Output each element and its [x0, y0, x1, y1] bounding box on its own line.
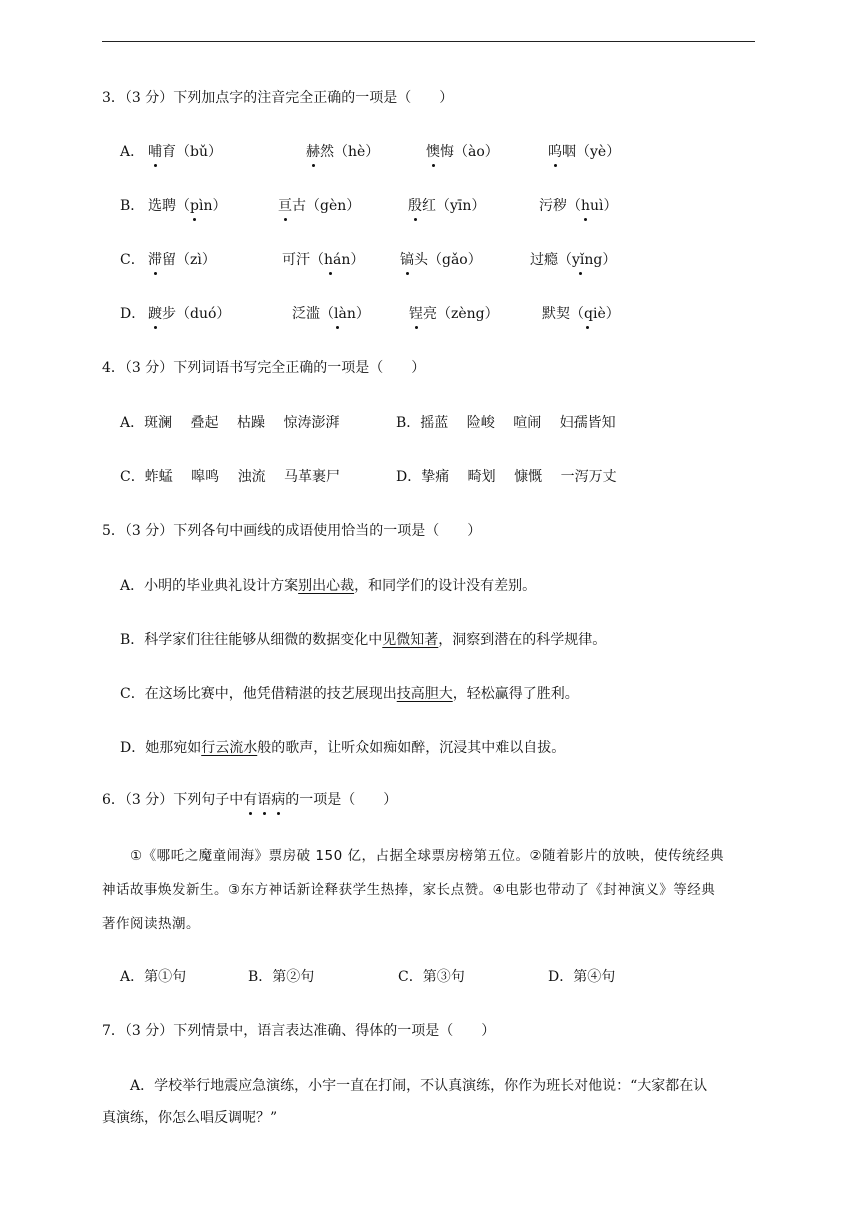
q3-c-item-4: 过瘾（yǐng）	[530, 252, 617, 268]
q5-option-a: A．小明的毕业典礼设计方案别出心裁，和同学们的设计没有差别。	[120, 578, 537, 594]
q4-option-a: A．斑澜 叠起 枯躁 惊涛澎湃	[120, 415, 340, 431]
q4-stem: 4．（3 分）下列词语书写完全正确的一项是（ ）	[102, 360, 426, 376]
q3-b-item-1: 选聘（pìn）	[148, 198, 227, 214]
q3-stem: 3．（3 分）下列加点字的注音完全正确的一项是（ ）	[102, 90, 454, 106]
q3-a-item-1: 哺育（bǔ）	[148, 144, 222, 160]
q3-option-b-label: B．	[120, 198, 145, 214]
q3-d-item-4: 默契（qiè）	[542, 306, 620, 322]
q3-a-item-4: 呜咽（yè）	[548, 144, 621, 160]
q3-option-c-label: C．	[120, 252, 145, 268]
q7-stem: 7．（3 分）下列情景中，语言表达准确、得体的一项是（ ）	[102, 1023, 496, 1039]
q3-c-item-2: 可汗（hán）	[282, 252, 365, 268]
q5-stem: 5．（3 分）下列各句中画线的成语使用恰当的一项是（ ）	[102, 523, 482, 539]
underlined-idiom: 见微知著	[382, 632, 439, 648]
q6-stem: 6．（3 分）下列句子中有语病的一项是（ ）	[102, 792, 398, 808]
q7-option-a-line-1: A．学校举行地震应急演练，小宇一直在打闹，不认真演练，你作为班长对他说：“大家都在认	[130, 1078, 708, 1094]
q3-d-item-3: 锃亮（zèng）	[409, 306, 499, 322]
q3-c-item-3: 镐头（gǎo）	[400, 252, 482, 268]
q6-option-c: C．第③句	[398, 969, 465, 985]
q5-option-b: B．科学家们往往能够从细微的数据变化中见微知著，洞察到潜在的科学规律。	[120, 632, 607, 648]
q3-c-item-1: 滞留（zì）	[148, 252, 216, 268]
q6-passage-line-1: ①《哪吒之魔童闹海》票房破 150 亿，占据全球票房榜第五位。②随着影片的放映，使传统经典	[130, 848, 725, 864]
q3-option-a-label: A．	[120, 144, 145, 160]
q4-option-c: C．蚱蜢 嗥鸣 浊流 马革裹尸	[120, 469, 341, 485]
underlined-idiom: 行云流水	[201, 740, 258, 756]
q3-option-d-label: D．	[120, 306, 146, 322]
q6-option-d: D．第④句	[548, 969, 616, 985]
q3-b-item-4: 污秽（huì）	[539, 198, 618, 214]
q3-a-item-3: 懊悔（ào）	[426, 144, 499, 160]
q6-passage-line-2: 神话故事焕发新生。③东方神话新诠释获学生热捧，家长点赞。④电影也带动了《封神演义》等经典	[102, 882, 716, 898]
q3-d-item-1: 踱步（duó）	[148, 306, 231, 322]
header-rule	[102, 41, 755, 42]
q4-option-d: D．挚痛 畸划 慷慨 一泻万丈	[396, 469, 617, 485]
underlined-idiom: 别出心裁	[298, 578, 355, 594]
q3-a-item-2: 赫然（hè）	[306, 144, 380, 160]
q6-option-b: B．第②句	[248, 969, 315, 985]
q6-passage-line-3: 著作阅读热潮。	[102, 916, 200, 932]
q3-b-item-2: 亘古（gèn）	[278, 198, 361, 214]
q3-b-item-3: 殷红（yīn）	[408, 198, 486, 214]
underlined-idiom: 技高胆大	[396, 686, 453, 702]
q4-option-b: B．摇蓝 险峻 喧闹 妇孺皆知	[396, 415, 616, 431]
q5-option-c: C．在这场比赛中，他凭借精湛的技艺展现出技高胆大，轻松赢得了胜利。	[120, 686, 579, 702]
q3-d-item-2: 泛滥（làn）	[292, 306, 370, 322]
q6-option-a: A．第①句	[120, 969, 187, 985]
q5-option-d: D．她那宛如行云流水般的歌声，让听众如痴如醉，沉浸其中难以自拔。	[120, 740, 566, 756]
q7-option-a-line-2: 真演练，你怎么唱反调呢？”	[102, 1110, 278, 1126]
